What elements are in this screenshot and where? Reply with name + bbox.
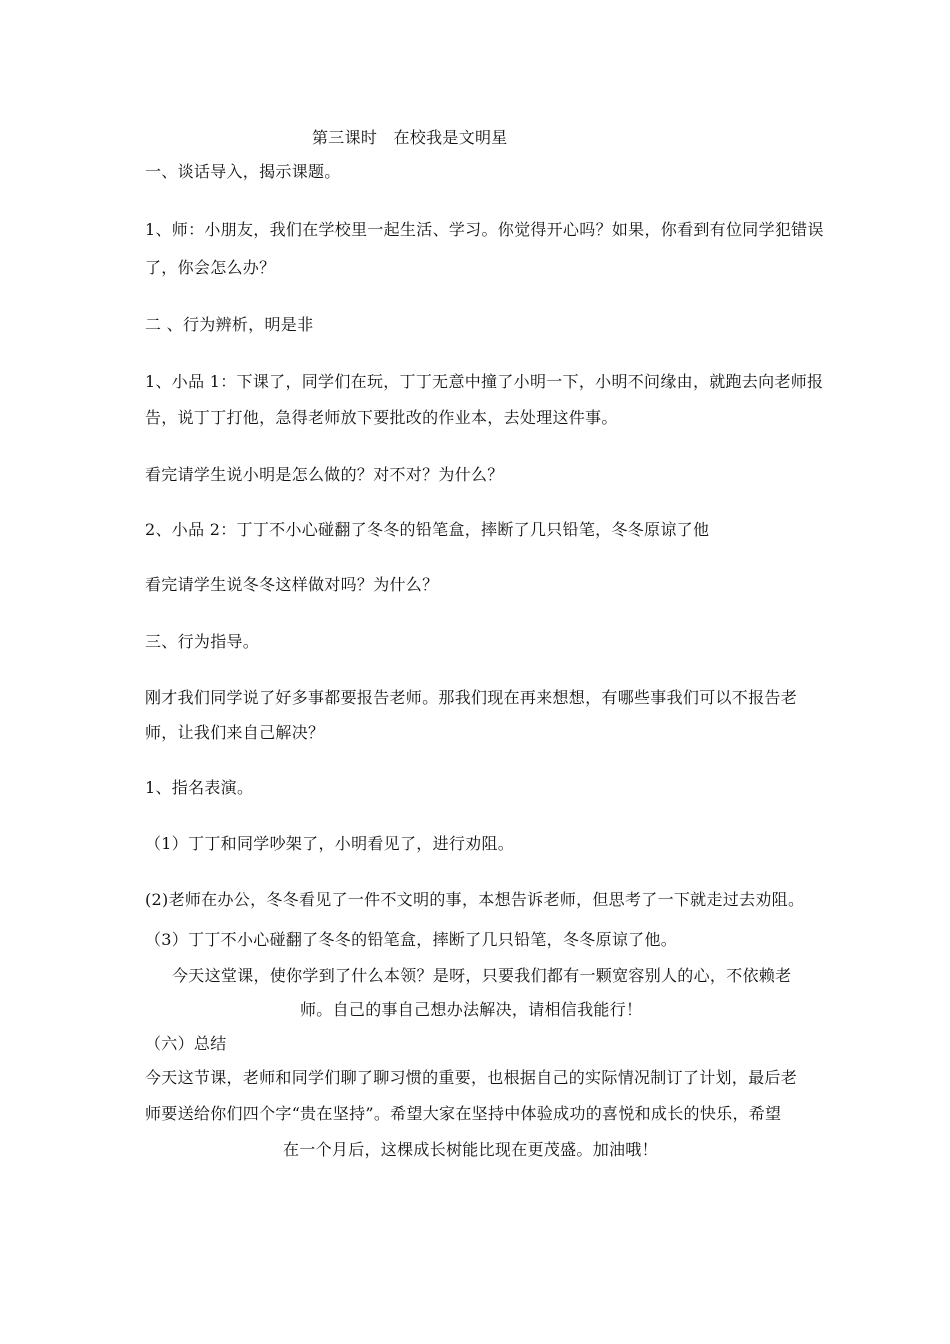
page-title: 第三课时 在校我是文明星 [312, 128, 508, 147]
paragraph-line: 今天这节课，老师和同学们聊了聊习惯的重要，也根据自己的实际情况制订了计划，最后老 [145, 1068, 798, 1087]
paragraph-line: 1、师：小朋友，我们在学校里一起生活、学习。你觉得开心吗？如果，你看到有位同学犯错误 [145, 220, 824, 239]
paragraph-line: 告，说丁丁打他，急得老师放下要批改的作业本，去处理这件事。 [145, 408, 618, 427]
list-item: （3）丁丁不小心碰翻了冬冬的铅笔盒，摔断了几只铅笔，冬冬原谅了他。 [145, 930, 678, 949]
list-item: （1）丁丁和同学吵架了，小明看见了，进行劝阻。 [145, 834, 515, 853]
paragraph-line: 了，你会怎么办？ [145, 258, 276, 277]
paragraph-line: 刚才我们同学说了好多事都要报告老师。那我们现在再来想想，有哪些事我们可以不报告老 [145, 688, 798, 707]
paragraph-line: 2、小品 2：丁丁不小心碰翻了冬冬的铅笔盒，摔断了几只铅笔，冬冬原谅了他 [145, 520, 710, 539]
list-item: (2)老师在办公，冬冬看见了一件不文明的事，本想告诉老师，但思考了一下就走过去劝阻。 [145, 890, 805, 909]
paragraph-line: 在一个月后，这棵成长树能比现在更茂盛。加油哦！ [283, 1140, 658, 1159]
paragraph-line: 1、小品 1：下课了，同学们在玩，丁丁无意中撞了小明一下，小明不问缘由，就跑去向老师报 [145, 372, 824, 391]
paragraph-line: 师。自己的事自己想办法解决，请相信我能行！ [300, 1000, 643, 1019]
subheading-perform: 1、指名表演。 [145, 778, 254, 797]
paragraph-line: 今天这堂课，使你学到了什么本领？是呀，只要我们都有一颗宽容别人的心，不依赖老 [172, 966, 792, 985]
subheading-summary: （六）总结 [145, 1034, 227, 1053]
paragraph-line: 师要送给你们四个字“贵在坚持”。希望大家在坚持中体验成功的喜悦和成长的快乐，希望 [145, 1104, 782, 1123]
section-heading-analysis: 二 、行为辨析，明是非 [145, 315, 314, 334]
paragraph-line: 看完请学生说小明是怎么做的？对不对？为什么？ [145, 465, 504, 484]
paragraph-line: 看完请学生说冬冬这样做对吗？为什么？ [145, 575, 439, 594]
section-heading-intro: 一、谈话导入，揭示课题。 [145, 162, 341, 181]
section-heading-guidance: 三、行为指导。 [145, 632, 260, 651]
paragraph-line: 师，让我们来自己解决？ [145, 723, 325, 742]
